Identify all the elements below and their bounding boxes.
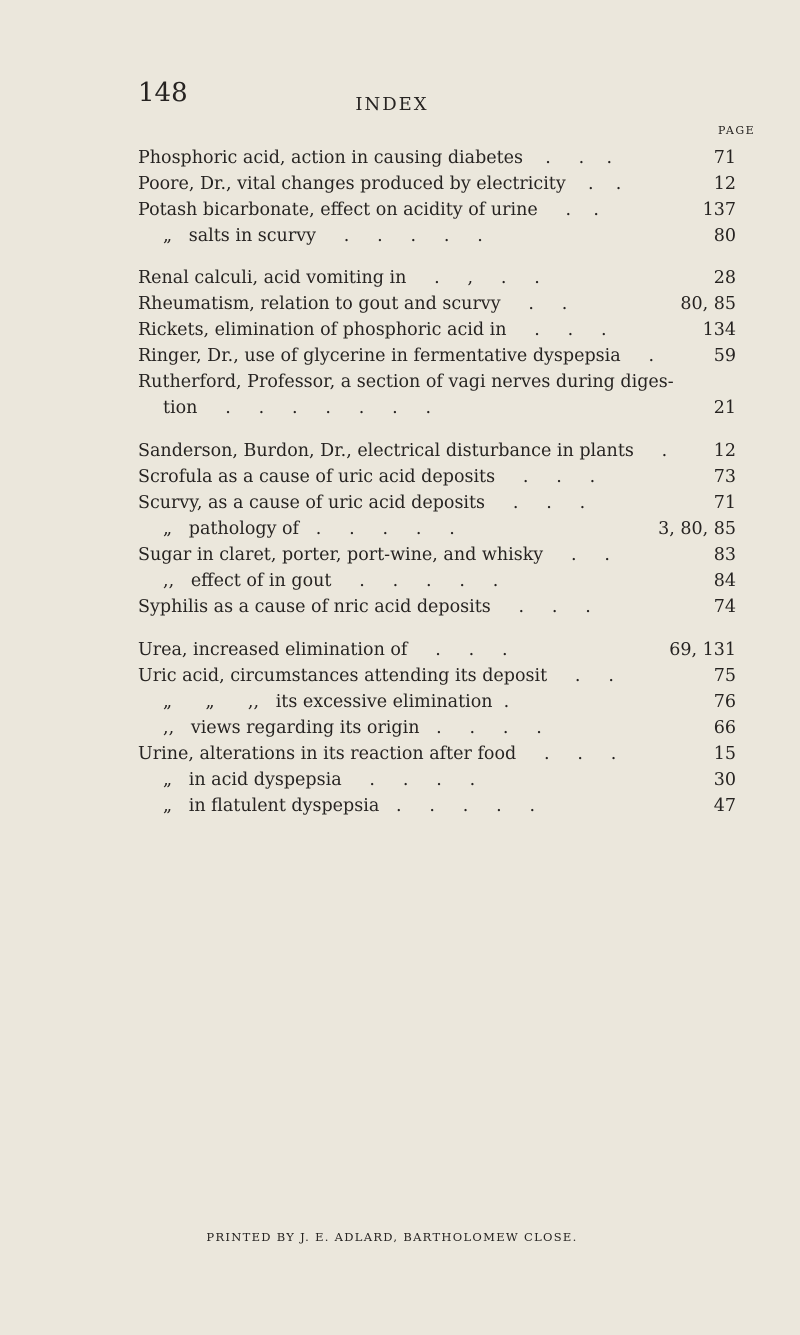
entry-text: Uric acid, circumstances attending its deposit . . xyxy=(138,666,614,686)
entry-page: 75 xyxy=(713,666,736,686)
entry-page: 66 xyxy=(713,718,736,738)
entry-page: 134 xyxy=(702,320,736,340)
entry-page: 80, 85 xyxy=(680,294,736,314)
entry-text: Urine, alterations in its reaction after food . . . xyxy=(138,744,617,764)
entry-text: Syphilis as a cause of nric acid deposits . . . xyxy=(138,597,591,617)
entry-page: 71 xyxy=(713,148,736,168)
entry-text: Sanderson, Burdon, Dr., electrical disturbance in plants . xyxy=(138,441,668,461)
index-entry xyxy=(0,767,800,793)
entry-page: 3, 80, 85 xyxy=(658,519,736,539)
entry-page: 28 xyxy=(713,268,736,288)
entry-text: Rheumatism, relation to gout and scurvy . . xyxy=(138,294,568,314)
index-entry xyxy=(0,317,800,343)
entry-page: 137 xyxy=(702,200,736,220)
index-entry xyxy=(0,542,800,568)
entry-text: Phosphoric acid, action in causing diabetes . . . xyxy=(138,148,613,168)
index-entry xyxy=(0,637,800,663)
printer-imprint: PRINTED BY J. E. ADLARD, BARTHOLOMEW CLOSE. xyxy=(206,1230,578,1244)
index-entry xyxy=(0,438,800,464)
entry-text: Rutherford, Professor, a section of vagi nerves during diges- xyxy=(138,372,674,392)
index-entry xyxy=(0,568,800,594)
index-entry xyxy=(0,715,800,741)
index-entry xyxy=(0,663,800,689)
entry-text: Scurvy, as a cause of uric acid deposits . . . xyxy=(138,493,586,513)
index-entry xyxy=(0,516,800,542)
entry-text: tion . . . . . . . xyxy=(163,398,432,418)
entry-text: Ringer, Dr., use of glycerine in fermentative dyspepsia . xyxy=(138,346,655,366)
entry-text: „ in acid dyspepsia . . . . xyxy=(163,770,476,790)
entry-text: ,, effect of in gout . . . . . xyxy=(163,571,499,591)
entry-page: 12 xyxy=(713,174,736,194)
running-head-title: INDEX xyxy=(355,94,429,115)
index-entry xyxy=(0,464,800,490)
entry-text: Poore, Dr., vital changes produced by electricity . . xyxy=(138,174,622,194)
entry-page: 71 xyxy=(713,493,736,513)
entry-page: 21 xyxy=(713,398,736,418)
entry-text: „ salts in scurvy . . . . . xyxy=(163,226,483,246)
index-entry xyxy=(0,793,800,819)
index-entry xyxy=(0,594,800,620)
index-entry xyxy=(0,171,800,197)
entry-text: „ in flatulent dyspepsia . . . . . xyxy=(163,796,536,816)
entry-page: 80 xyxy=(713,226,736,246)
entry-page: 47 xyxy=(713,796,736,816)
index-entry xyxy=(0,265,800,291)
entry-text: Scrofula as a cause of uric acid deposits . . . xyxy=(138,467,596,487)
entry-page: 84 xyxy=(713,571,736,591)
entry-text: ,, views regarding its origin . . . . xyxy=(163,718,542,738)
page-number: 148 xyxy=(138,78,188,108)
index-entry xyxy=(0,689,800,715)
entry-page: 69, 131 xyxy=(669,640,736,660)
entry-page: 74 xyxy=(713,597,736,617)
entry-page: 15 xyxy=(713,744,736,764)
index-entry xyxy=(0,395,800,421)
index-entry xyxy=(0,741,800,767)
index-entry xyxy=(0,291,800,317)
entry-text: Urea, increased elimination of . . . xyxy=(138,640,508,660)
index-entry xyxy=(0,223,800,249)
index-entry xyxy=(0,145,800,171)
entry-text: Rickets, elimination of phosphoric acid in . . . xyxy=(138,320,607,340)
index-entry xyxy=(0,343,800,369)
entry-page: 76 xyxy=(713,692,736,712)
index-entry xyxy=(0,369,800,395)
index-entry xyxy=(0,197,800,223)
entry-page: 59 xyxy=(713,346,736,366)
entry-page: 73 xyxy=(713,467,736,487)
entry-text: „ „ ,, its excessive elimination . xyxy=(163,692,510,712)
entry-text: Renal calculi, acid vomiting in . , . . xyxy=(138,268,540,288)
entry-text: Sugar in claret, porter, port-wine, and whisky . . xyxy=(138,545,610,565)
index-entry xyxy=(0,490,800,516)
entry-page: 30 xyxy=(713,770,736,790)
page-column-label: PAGE xyxy=(718,124,756,137)
entry-page: 83 xyxy=(713,545,736,565)
entry-text: Potash bicarbonate, effect on acidity of urine . . xyxy=(138,200,599,220)
entry-page: 12 xyxy=(713,441,736,461)
entry-text: „ pathology of . . . . . xyxy=(163,519,455,539)
